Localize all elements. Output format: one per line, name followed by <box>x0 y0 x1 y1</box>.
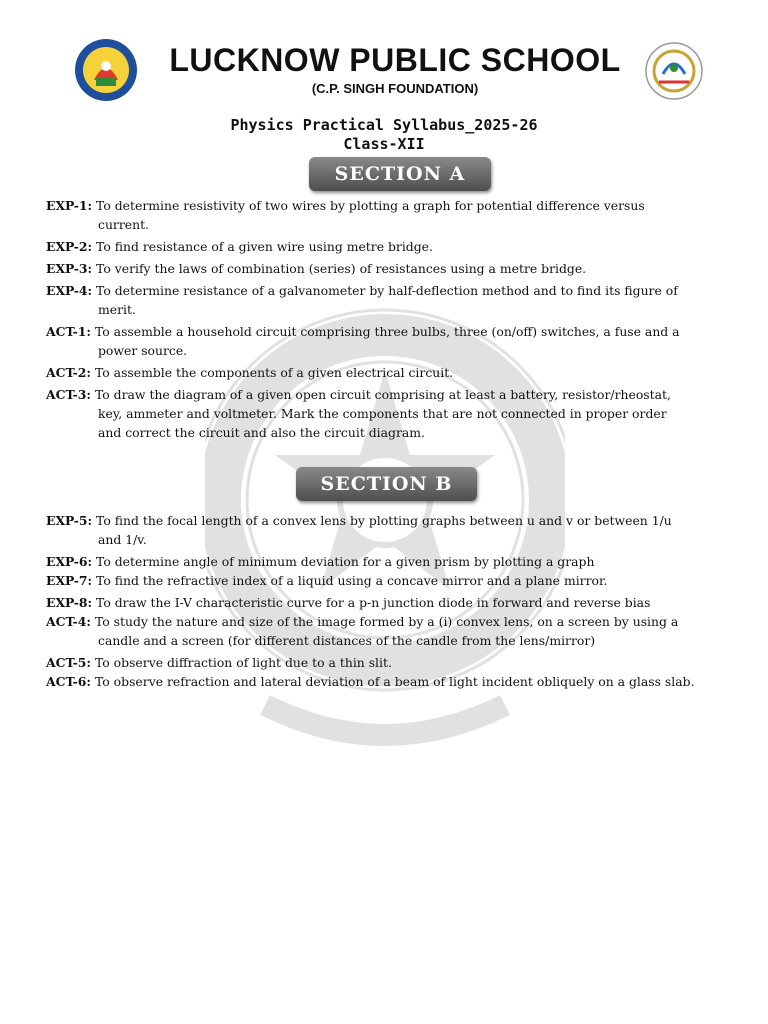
list-item <box>46 259 736 278</box>
item-code: EXP-6: <box>46 554 93 569</box>
item-text: To determine angle of minimum deviation for a given prism by plotting a graph <box>96 554 595 569</box>
item-code: ACT-2: <box>46 365 91 380</box>
item-continuation: power source. <box>98 343 188 358</box>
item-continuation: current. <box>98 217 149 232</box>
list-item <box>46 363 736 382</box>
item-text: To find the focal length of a convex lens by plotting graphs between u and v or between 1/u <box>96 513 672 528</box>
list-item <box>46 237 736 256</box>
list-item <box>46 281 736 300</box>
item-text: To find resistance of a given wire using metre bridge. <box>96 239 433 254</box>
list-item <box>46 612 736 631</box>
list-item <box>46 571 736 590</box>
item-code: EXP-5: <box>46 513 93 528</box>
school-name: LUCKNOW PUBLIC SCHOOL <box>169 42 621 78</box>
item-code: EXP-1: <box>46 198 93 213</box>
item-code: ACT-5: <box>46 655 91 670</box>
item-code: ACT-3: <box>46 387 91 402</box>
list-item <box>46 196 736 215</box>
item-text: To assemble the components of a given electrical circuit. <box>94 365 454 380</box>
class-title: Class-XII <box>343 135 425 153</box>
item-text: To observe diffraction of light due to a thin slit. <box>94 655 392 670</box>
list-item <box>46 385 736 404</box>
item-text: To determine resistance of a galvanometer by half-deflection method and to find its figure of <box>96 283 678 298</box>
item-continuation: candle and a screen (for different distances of the candle from the lens/mirror) <box>98 633 596 648</box>
item-code: ACT-4: <box>46 614 91 629</box>
item-text: To determine resistivity of two wires by plotting a graph for potential difference versus <box>96 198 645 213</box>
list-item <box>46 511 736 530</box>
list-item <box>46 322 736 341</box>
item-code: ACT-1: <box>46 324 91 339</box>
item-text: To draw the I-V characteristic curve for a p-n junction diode in forward and reverse bias <box>96 595 651 610</box>
item-code: EXP-2: <box>46 239 93 254</box>
item-code: EXP-7: <box>46 573 93 588</box>
list-item <box>46 653 736 672</box>
section-a-heading: SECTION A <box>309 157 491 191</box>
item-text: To find the refractive index of a liquid using a concave mirror and a plane mirror. <box>96 573 608 588</box>
section-a-list <box>46 196 736 442</box>
item-continuation: and correct the circuit and also the circuit diagram. <box>98 425 425 440</box>
list-item <box>46 593 736 612</box>
item-text: To draw the diagram of a given open circuit comprising at least a battery, resistor/rheostat, <box>94 387 671 402</box>
school-crest-icon <box>74 38 138 102</box>
item-text: To verify the laws of combination (series) of resistances using a metre bridge. <box>96 261 587 276</box>
section-b-heading: SECTION B <box>296 467 477 501</box>
letterhead <box>0 38 768 108</box>
item-continuation: and 1/v. <box>98 532 147 547</box>
anniversary-emblem-icon <box>645 42 703 100</box>
section-b-list <box>46 511 736 694</box>
item-continuation: merit. <box>98 302 136 317</box>
item-text: To study the nature and size of the image formed by a (i) convex lens, on a screen by using a <box>94 614 679 629</box>
item-code: EXP-8: <box>46 595 93 610</box>
item-text: To observe refraction and lateral deviation of a beam of light incident obliquely on a glass slab. <box>94 674 695 689</box>
list-item <box>46 672 736 691</box>
item-continuation: key, ammeter and voltmeter. Mark the components that are not connected in proper order <box>98 406 667 421</box>
foundation-name: (C.P. SINGH FOUNDATION) <box>311 81 479 96</box>
syllabus-title: Physics Practical Syllabus_2025-26 <box>230 116 538 134</box>
item-code: EXP-4: <box>46 283 93 298</box>
item-text: To assemble a household circuit comprising three bulbs, three (on/off) switches, a fuse and a <box>94 324 680 339</box>
list-item <box>46 552 736 571</box>
item-code: EXP-3: <box>46 261 93 276</box>
item-code: ACT-6: <box>46 674 91 689</box>
